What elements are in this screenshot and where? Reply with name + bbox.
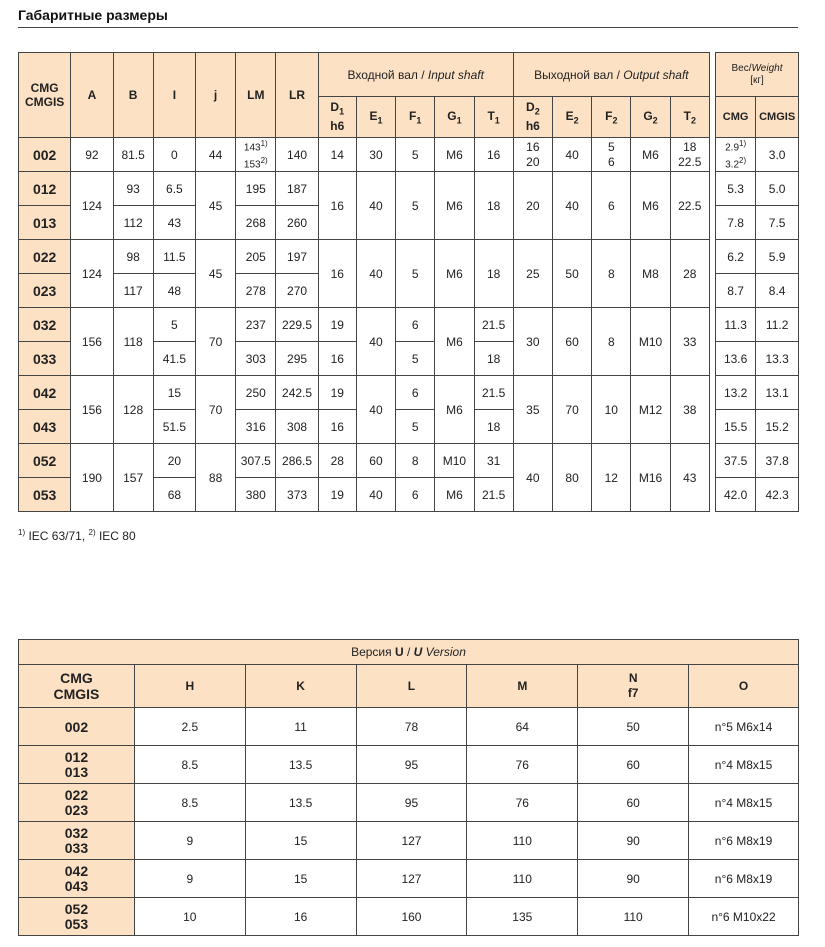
title-underline — [18, 27, 798, 28]
cell: 5.9 — [756, 240, 799, 274]
table-row — [716, 444, 799, 478]
cell: 13.1 — [756, 376, 799, 410]
cell: 19 — [318, 308, 356, 342]
table-row — [716, 308, 799, 342]
cell: 70 — [195, 308, 235, 376]
cell: 5 — [396, 410, 435, 444]
dimensions-table — [18, 52, 710, 512]
cell: M16 — [631, 444, 670, 512]
cell: 90 — [578, 822, 689, 860]
cell: 124 — [71, 172, 113, 240]
cell: M10 — [631, 308, 670, 376]
cell: 37.8 — [756, 444, 799, 478]
cell: 98 — [113, 240, 153, 274]
weight-table — [715, 52, 799, 512]
cell: 117 — [113, 274, 153, 308]
cell: 205 — [236, 240, 276, 274]
table-row — [19, 746, 799, 784]
table-row — [716, 274, 799, 308]
table-row — [716, 138, 799, 172]
cell: 28 — [318, 444, 356, 478]
header-A: A — [71, 53, 113, 138]
cell: 18 — [474, 240, 513, 308]
header-G2: $G_2$ — [631, 97, 670, 138]
cell: 60 — [578, 784, 689, 822]
table-row — [716, 478, 799, 512]
cell: 380 — [236, 478, 276, 512]
cell: M6 — [435, 138, 474, 172]
cell: 9 — [134, 860, 245, 898]
header-T2: $T_2$ — [670, 97, 709, 138]
table-row — [19, 822, 799, 860]
cell: 64 — [467, 708, 578, 746]
cell: 0 — [153, 138, 195, 172]
cell: n°6 M8x19 — [689, 822, 799, 860]
u-version-title: Версия U / U Version — [19, 640, 799, 665]
cell: 13.5 — [245, 784, 356, 822]
cell: 112 — [113, 206, 153, 240]
header-model: CMG CMGIS — [19, 53, 71, 138]
cell: 128 — [113, 376, 153, 444]
cell: 40 — [552, 138, 591, 172]
cell: 31 — [474, 444, 513, 478]
model-cell: 032 033 — [19, 822, 135, 860]
cell: 90 — [578, 860, 689, 898]
cell: 143$^{1)}$ 153$^{2)}$ — [236, 138, 276, 172]
cell: n°4 M8x15 — [689, 784, 799, 822]
cell: 48 — [153, 274, 195, 308]
model-cell: 032 — [19, 308, 71, 342]
cell: 45 — [195, 172, 235, 240]
cell: 70 — [552, 376, 591, 444]
cell: 60 — [552, 308, 591, 376]
model-cell: 042 043 — [19, 860, 135, 898]
cell: M6 — [631, 172, 670, 240]
cell: M6 — [435, 376, 474, 444]
cell: 13.3 — [756, 342, 799, 376]
header-L: L — [356, 665, 467, 708]
cell: 14 — [318, 138, 356, 172]
header-E2: $E_2$ — [552, 97, 591, 138]
cell: 197 — [276, 240, 318, 274]
header-O: O — [689, 665, 799, 708]
page-title: Габаритные размеры — [18, 7, 168, 23]
cell: 5 — [396, 172, 435, 240]
cell: M8 — [631, 240, 670, 308]
header-E1: $E_1$ — [356, 97, 395, 138]
cell: 5 — [396, 138, 435, 172]
cell: 124 — [71, 240, 113, 308]
cell: 373 — [276, 478, 318, 512]
header-I: I — [153, 53, 195, 138]
cell: 5.0 — [756, 172, 799, 206]
cell: 7.5 — [756, 206, 799, 240]
cell: 8.7 — [716, 274, 756, 308]
cell: 195 — [236, 172, 276, 206]
cell: M6 — [435, 240, 474, 308]
cell: 5.3 — [716, 172, 756, 206]
table-row — [716, 342, 799, 376]
cell: 95 — [356, 746, 467, 784]
cell: 156 — [71, 308, 113, 376]
cell: 229.5 — [276, 308, 318, 342]
cell: 242.5 — [276, 376, 318, 410]
cell: 40 — [356, 240, 395, 308]
cell: 40 — [356, 478, 395, 512]
cell: 13.2 — [716, 376, 756, 410]
cell: 15 — [153, 376, 195, 410]
model-cell: 053 — [19, 478, 71, 512]
cell: M10 — [435, 444, 474, 478]
model-cell: 022 023 — [19, 784, 135, 822]
cell: 260 — [276, 206, 318, 240]
cell: 40 — [552, 172, 591, 240]
cell: 76 — [467, 746, 578, 784]
cell: 278 — [236, 274, 276, 308]
cell: 21.5 — [474, 308, 513, 342]
table-row — [19, 172, 710, 206]
table-row — [716, 172, 799, 206]
cell: n°4 M8x15 — [689, 746, 799, 784]
header-model: CMG CMGIS — [19, 665, 135, 708]
cell: 11.3 — [716, 308, 756, 342]
model-cell: 033 — [19, 342, 71, 376]
cell: 76 — [467, 784, 578, 822]
cell: 8 — [396, 444, 435, 478]
cell: 16 — [318, 172, 356, 240]
cell: 68 — [153, 478, 195, 512]
cell: 40 — [356, 172, 395, 240]
cell: 81.5 — [113, 138, 153, 172]
header-M: M — [467, 665, 578, 708]
cell: 18 — [474, 342, 513, 376]
cell: 18 22.5 — [670, 138, 709, 172]
cell: 308 — [276, 410, 318, 444]
cell: 8.5 — [134, 784, 245, 822]
cell: 40 — [513, 444, 552, 512]
header-F1: $F_1$ — [396, 97, 435, 138]
cell: 92 — [71, 138, 113, 172]
cell: 15 — [245, 860, 356, 898]
cell: 11 — [245, 708, 356, 746]
cell: 3.0 — [756, 138, 799, 172]
cell: 11.5 — [153, 240, 195, 274]
cell: 30 — [356, 138, 395, 172]
cell: 5 — [396, 240, 435, 308]
model-cell: 052 — [19, 444, 71, 478]
cell: 44 — [195, 138, 235, 172]
model-cell: 012 013 — [19, 746, 135, 784]
cell: 8 — [592, 240, 631, 308]
table-row — [19, 898, 799, 936]
cell: 19 — [318, 376, 356, 410]
cell: 22.5 — [670, 172, 709, 240]
cell: 118 — [113, 308, 153, 376]
cell: 16 — [318, 240, 356, 308]
cell: 16 — [318, 410, 356, 444]
table-row — [716, 240, 799, 274]
cell: M6 — [435, 478, 474, 512]
cell: 60 — [578, 746, 689, 784]
cell: M6 — [435, 308, 474, 376]
cell: 21.5 — [474, 376, 513, 410]
model-cell: 012 — [19, 172, 71, 206]
cell: 20 — [513, 172, 552, 240]
cell: 295 — [276, 342, 318, 376]
cell: 50 — [578, 708, 689, 746]
cell: 19 — [318, 478, 356, 512]
cell: 43 — [153, 206, 195, 240]
table-row — [19, 138, 710, 172]
cell: 15 — [245, 822, 356, 860]
cell: 16 — [245, 898, 356, 936]
cell: 40 — [356, 308, 395, 376]
cell: 157 — [113, 444, 153, 512]
cell: 45 — [195, 240, 235, 308]
cell: 18 — [474, 172, 513, 240]
header-input-shaft: Входной вал / Input shaft — [318, 53, 513, 97]
table-row — [19, 240, 710, 274]
cell: n°6 M10x22 — [689, 898, 799, 936]
header-T1: $T_1$ — [474, 97, 513, 138]
cell: 190 — [71, 444, 113, 512]
header-weight-cmg: CMG — [716, 97, 756, 138]
cell: 28 — [670, 240, 709, 308]
cell: 11.2 — [756, 308, 799, 342]
header-j: j — [195, 53, 235, 138]
header-D2: $D_2$ h6 — [513, 97, 552, 138]
cell: 250 — [236, 376, 276, 410]
cell: 268 — [236, 206, 276, 240]
cell: 41.5 — [153, 342, 195, 376]
cell: 6 — [396, 478, 435, 512]
cell: 110 — [467, 860, 578, 898]
cell: n°6 M8x19 — [689, 860, 799, 898]
cell: 93 — [113, 172, 153, 206]
cell: 286.5 — [276, 444, 318, 478]
cell: 12 — [592, 444, 631, 512]
header-K: K — [245, 665, 356, 708]
cell: 88 — [195, 444, 235, 512]
cell: 156 — [71, 376, 113, 444]
footnote: $^{1)}$ IEC 63/71, $^{2)}$ IEC 80 — [18, 528, 136, 543]
model-cell: 043 — [19, 410, 71, 444]
header-LR: LR — [276, 53, 318, 138]
cell: n°5 M6x14 — [689, 708, 799, 746]
table-row — [19, 860, 799, 898]
cell: 35 — [513, 376, 552, 444]
table-row — [19, 708, 799, 746]
model-cell: 013 — [19, 206, 71, 240]
cell: 270 — [276, 274, 318, 308]
cell: 9 — [134, 822, 245, 860]
cell: 8.5 — [134, 746, 245, 784]
cell: 307.5 — [236, 444, 276, 478]
cell: 316 — [236, 410, 276, 444]
cell: 160 — [356, 898, 467, 936]
cell: 110 — [467, 822, 578, 860]
cell: 6 — [396, 308, 435, 342]
model-cell: 042 — [19, 376, 71, 410]
cell: 25 — [513, 240, 552, 308]
cell: 30 — [513, 308, 552, 376]
cell: 7.8 — [716, 206, 756, 240]
cell: 42.3 — [756, 478, 799, 512]
header-weight: Вес/Weight [кг] — [716, 53, 799, 97]
header-LM: LM — [236, 53, 276, 138]
header-weight-cmgis: CMGIS — [756, 97, 799, 138]
cell: 10 — [134, 898, 245, 936]
cell: 6 — [592, 172, 631, 240]
header-H: H — [134, 665, 245, 708]
cell: 187 — [276, 172, 318, 206]
cell: 237 — [236, 308, 276, 342]
cell: 15.2 — [756, 410, 799, 444]
cell: 6.2 — [716, 240, 756, 274]
cell: 16 — [318, 342, 356, 376]
table-row — [19, 784, 799, 822]
cell: 127 — [356, 860, 467, 898]
cell: 16 — [474, 138, 513, 172]
table-row — [716, 410, 799, 444]
cell: M6 — [631, 138, 670, 172]
cell: 33 — [670, 308, 709, 376]
header-F2: $F_2$ — [592, 97, 631, 138]
table-row — [716, 376, 799, 410]
table-row — [716, 206, 799, 240]
cell: 42.0 — [716, 478, 756, 512]
cell: 5 6 — [592, 138, 631, 172]
header-output-shaft: Выходной вал / Output shaft — [513, 53, 709, 97]
cell: 10 — [592, 376, 631, 444]
cell: 303 — [236, 342, 276, 376]
cell: 13.5 — [245, 746, 356, 784]
model-cell: 052 053 — [19, 898, 135, 936]
cell: 135 — [467, 898, 578, 936]
cell: 16 20 — [513, 138, 552, 172]
cell: 6.5 — [153, 172, 195, 206]
cell: 18 — [474, 410, 513, 444]
cell: 37.5 — [716, 444, 756, 478]
cell: 78 — [356, 708, 467, 746]
header-N: N f7 — [578, 665, 689, 708]
cell: 60 — [356, 444, 395, 478]
cell: 43 — [670, 444, 709, 512]
cell: 110 — [578, 898, 689, 936]
cell: 5 — [153, 308, 195, 342]
cell: 140 — [276, 138, 318, 172]
cell: 8.4 — [756, 274, 799, 308]
model-cell: 023 — [19, 274, 71, 308]
cell: 8 — [592, 308, 631, 376]
header-D1: $D_1$ h6 — [318, 97, 356, 138]
cell: 38 — [670, 376, 709, 444]
cell: 95 — [356, 784, 467, 822]
cell: 51.5 — [153, 410, 195, 444]
model-cell: 002 — [19, 708, 135, 746]
cell: 80 — [552, 444, 591, 512]
cell: 50 — [552, 240, 591, 308]
table-row — [19, 376, 710, 410]
cell: 2.5 — [134, 708, 245, 746]
model-cell: 022 — [19, 240, 71, 274]
cell: 20 — [153, 444, 195, 478]
cell: 6 — [396, 376, 435, 410]
cell: 21.5 — [474, 478, 513, 512]
cell: 13.6 — [716, 342, 756, 376]
model-cell: 002 — [19, 138, 71, 172]
cell: 127 — [356, 822, 467, 860]
table-row — [19, 444, 710, 478]
cell: 15.5 — [716, 410, 756, 444]
table-row — [19, 308, 710, 342]
cell: 70 — [195, 376, 235, 444]
header-G1: $G_1$ — [435, 97, 474, 138]
u-version-table — [18, 639, 799, 936]
cell: 5 — [396, 342, 435, 376]
cell: 2.9$^{1)}$ 3.2$^{2)}$ — [716, 138, 756, 172]
cell: M12 — [631, 376, 670, 444]
header-B: B — [113, 53, 153, 138]
cell: M6 — [435, 172, 474, 240]
cell: 40 — [356, 376, 395, 444]
